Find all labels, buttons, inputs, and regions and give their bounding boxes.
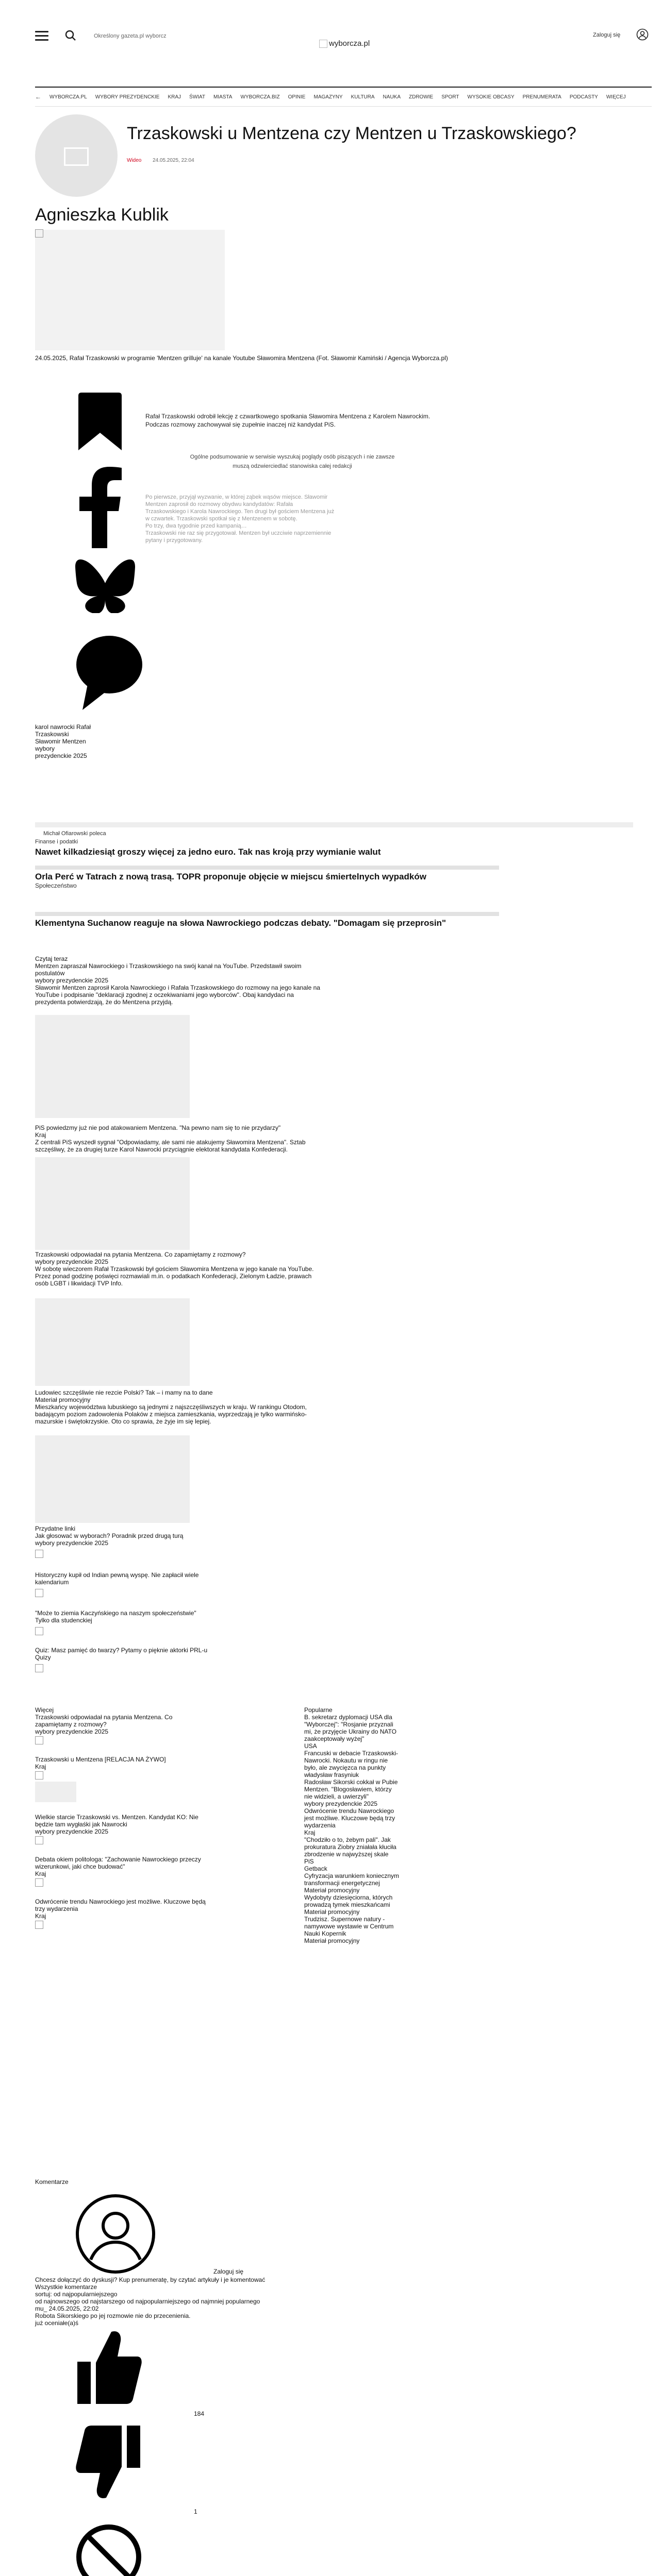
facebook-icon[interactable] [75, 467, 125, 548]
report-icon[interactable] [75, 2523, 142, 2576]
popular-line[interactable]: prokuratura Ziobry zniałała kłuciła [304, 1843, 396, 1851]
teaser-line: Sławomir Mentzen zaprosił Karola Nawrockiego i Rafała Trzaskowskiego do rozmowy na jego kanale na [35, 984, 320, 991]
dislikes-count: 1 [194, 2508, 197, 2515]
tag-link: karol nawrocki Rafał [35, 723, 91, 731]
popular-line[interactable]: PiS [304, 1858, 314, 1865]
image-placeholder [35, 1435, 190, 1523]
popular-line[interactable]: Trudzisz. Supernowe natury - [304, 1916, 385, 1923]
faded-line: Po pierwsze, przyjął wyzwanie, w której ząbek wąsów miejsce. Sławomir [145, 494, 328, 500]
popular-line[interactable]: B. sekretarz dyplomacji USA dla [304, 1714, 392, 1721]
avatar-icon [75, 2194, 156, 2274]
nav-divider-thin [35, 106, 652, 107]
broken-image-icon [35, 1550, 43, 1558]
popular-line[interactable]: Mentzen. "Blogosławiem, którzy [304, 1786, 392, 1793]
sponsored-teaser[interactable] [35, 1389, 499, 1425]
more-article-line: Kraj [35, 1912, 46, 1920]
more-article-line: Trzaskowski u Mentzena [RELACJA NA ŻYWO] [35, 1756, 166, 1763]
comment-line: już oceniałe(a)ś [35, 2319, 79, 2327]
teaser-line: prezydenta potwierdzają, że do Mentzena przyjdą. [35, 998, 173, 1006]
broken-image-icon [35, 1921, 43, 1929]
teaser-line: Quiz: Masz pamięć do twarzy? Pytamy o pięknie aktorki PRL-u [35, 1647, 208, 1654]
read-now-block[interactable] [35, 955, 499, 1006]
tag-link: Trzaskowski [35, 731, 69, 738]
article-thumbnail [35, 114, 118, 197]
broken-image-icon [35, 1836, 43, 1844]
teaser-line: "Może to ziemia Kaczyńskiego na naszym społeczeństwie" [35, 1609, 196, 1617]
teaser-line: Materiał promocyjny [35, 1396, 91, 1403]
broken-image-icon [35, 229, 43, 238]
popular-line[interactable]: było, ale zwycięzca na punkty [304, 1764, 386, 1771]
popular-line[interactable]: nie widzieli, a uwierzyli" [304, 1793, 369, 1800]
nav-item[interactable]: SPORT [441, 94, 459, 100]
more-label: Więcej [35, 1706, 54, 1714]
more-article-line: Debata okiem politologa: "Zachowanie Nawrockiego przeczy [35, 1856, 201, 1863]
teaser-line: postulatów [35, 970, 65, 977]
nav-item[interactable]: NAUKA [383, 94, 401, 100]
comments-heading: Komentarze [35, 2178, 69, 2185]
popular-line[interactable]: władysław frasyniuk [304, 1771, 359, 1778]
nav-item[interactable]: WYBORCZA.BIZ [240, 94, 280, 100]
comment-line: sortuj: od najpopularniejszego [35, 2291, 118, 2298]
more-article-line: Kraj [35, 1763, 46, 1770]
tag-link: wybory [35, 745, 55, 752]
recommendation-category[interactable]: Finanse i podatki [35, 839, 78, 845]
teaser-line: wybory prezydenckie 2025 [35, 977, 109, 984]
opinion-disclaimer [145, 452, 439, 471]
popular-line[interactable]: Odwrócenie trendu Nawrockiego [304, 1807, 394, 1815]
teaser-line: PiS powiedzmy już nie pod atakowaniem Mentzena. "Na pewno nam się to nie przydarzy" [35, 1124, 281, 1131]
more-article-line: będzie tam wygłaśki jak Nawrocki [35, 1821, 127, 1828]
recommended-section: Społeczeństwo [35, 882, 77, 889]
popular-line[interactable]: namywowe wystawie w Centrum [304, 1923, 394, 1930]
teaser-line: mazurskie i świętokrzyskie. Oto co sprawia, że żyje im się lepiej. [35, 1418, 211, 1425]
nav-item[interactable]: ZDROWIE [409, 94, 434, 100]
publish-date: 24.05.2025, 22:04 [153, 158, 194, 163]
more-article-line: Odwrócenie trendu Nawrockiego jest możliwe. Kluczowe będą [35, 1898, 206, 1905]
comments-login[interactable]: Zaloguj się [213, 2268, 244, 2275]
teaser-line: Mentzen zapraszał Nawrockiego i Trzaskowskiego na swój kanał na YouTube. Przedstawił swoim [35, 962, 302, 970]
popular-line[interactable]: wydarzenia [304, 1822, 336, 1829]
more-article[interactable] [35, 1856, 303, 1887]
nav-item[interactable]: KULTURA [351, 94, 375, 100]
image-placeholder [35, 866, 499, 870]
tag-link: Sławomir Mentzen [35, 738, 86, 745]
broken-image-icon [35, 1664, 43, 1672]
article-teaser[interactable] [35, 1251, 499, 1287]
nav-item[interactable]: KRAJ [168, 94, 181, 100]
teaser-line: Quizy [35, 1654, 51, 1661]
login-link[interactable]: Zaloguj się [593, 32, 621, 38]
faded-line: Mentzen zaprosił do rozmowy obydwu kandydatów: Rafała [145, 501, 293, 507]
teaser-line: Przydatne linki [35, 1525, 76, 1532]
popular-line[interactable]: Nawrocki. Nokautu w ringu nie [304, 1757, 388, 1764]
popular-line[interactable]: Getback [304, 1865, 327, 1872]
back-arrow-icon[interactable]: ← [35, 93, 41, 100]
recommended-article[interactable] [35, 866, 499, 889]
more-article[interactable] [35, 1714, 303, 1744]
recommended-title[interactable]: Orla Perć w Tatrach z nową trasą. TOPR proponuje objęcie w miejscu śmiertelnych wypadków [35, 872, 426, 882]
disclaimer-line: muszą odzwierciedlać stanowiska całej redakcji [233, 463, 352, 469]
article-title: Trzaskowski u Mentzena czy Mentzen u Trzaskowskiego? [127, 124, 576, 143]
disclaimer-line: Ogólne podsumowanie w serwisie wyszukaj poglądy osób piszących i nie zawsze [190, 454, 395, 460]
teaser-line: badającym poziom zadowolenia Polaków z miejsca zamieszkania, wyprzedzają je tylko warmińsko- [35, 1411, 307, 1418]
broken-image-icon [35, 1736, 43, 1744]
recommendation-label: Michał Ofiarowski poleca [43, 831, 106, 837]
popular-label: Popularne [304, 1706, 333, 1714]
nav-item[interactable]: WYSOKIE OBCASY [467, 94, 515, 100]
nav-item[interactable]: WYBORCZA.PL [49, 94, 87, 100]
comment-line: mu_ 24.05.2025, 22:02 [35, 2305, 99, 2312]
popular-line[interactable]: transformacji energetycznej [304, 1879, 380, 1887]
popular-line[interactable]: Materiał promocyjny [304, 1937, 360, 1944]
recommended-article[interactable] [35, 847, 499, 857]
popular-line[interactable]: zaakceptowały wyżej" [304, 1735, 365, 1742]
comment-line: od najnowszego od najstarszego od najpopularniejszego od najmniej popularnego [35, 2298, 260, 2305]
more-article-line: Trzaskowski odpowiadał na pytania Mentzena. Co [35, 1714, 173, 1721]
more-article-line: wybory prezydenckie 2025 [35, 1828, 109, 1835]
user-icon[interactable] [636, 28, 649, 41]
faded-line: Trzaskowskiego i Karola Nawrockiego. Ten drugi był gościem Mentzena już [145, 509, 335, 515]
more-article-line: trzy wydarzenia [35, 1905, 78, 1912]
more-article-line: zapamiętamy z rozmowy? [35, 1721, 107, 1728]
more-article-line: Kraj [35, 1870, 46, 1877]
nav-item[interactable]: WIĘCEJ [606, 94, 626, 100]
teaser-line: Mieszkańcy województwa lubuskiego są jednymi z najszczęśliwszych w kraju. W rankingu Otodom, [35, 1403, 307, 1411]
nav-item[interactable]: OPINIE [288, 94, 306, 100]
broken-image-icon [35, 1878, 43, 1887]
teaser-line: Czytaj teraz [35, 955, 68, 962]
teaser-line: YouTube i podpisanie "deklaracji zgodnej z oczekiwaniami jego wyborców". Obaj kandydaci na [35, 991, 294, 998]
faded-line: Trzaskowski nie raz się przygotował. Mentzen był uczciwie naprzemiennie [145, 530, 332, 536]
teaser-line: szczęśliwy, że za drugiej turze Karol Nawrocki przyciągnie elektorat kandydata Konfederacji. [35, 1146, 288, 1153]
comment-line: Robota Sikorskiego po jej rozmowie nie do przecenienia. [35, 2312, 191, 2319]
popular-line[interactable]: USA [304, 1742, 317, 1750]
more-article-line: wybory prezydenckie 2025 [35, 1728, 109, 1735]
article-teaser[interactable] [35, 1124, 499, 1153]
nav-item[interactable]: MIASTA [213, 94, 233, 100]
broken-image-icon [35, 1589, 43, 1597]
nav-item[interactable]: WYBORY PREZYDENCKIE [95, 94, 160, 100]
nav-item[interactable]: MAGAZYNY [313, 94, 343, 100]
useful-links[interactable] [35, 1525, 499, 1547]
popular-articles-column [304, 1706, 449, 1944]
popular-line[interactable]: mi, że przyjęcie Ukrainy do NATO [304, 1728, 396, 1735]
recommended-article[interactable] [35, 912, 499, 928]
search-input[interactable]: Określony gazeta.pl wyborcz [94, 33, 167, 39]
nav-item[interactable]: PODCASTY [569, 94, 598, 100]
popular-line[interactable]: Kraj [304, 1829, 316, 1836]
comments-intro [35, 2276, 396, 2327]
recommended-title[interactable]: Klementyna Suchanow reaguje na słowa Nawrockiego podczas debaty. "Domagam się przeprosin" [35, 918, 446, 928]
image-placeholder [35, 1015, 190, 1118]
thumbs-down-icon[interactable] [75, 2425, 142, 2502]
menu-icon[interactable] [35, 31, 48, 43]
teaser-line: Z centrali PiS wyszedł sygnał "Odpowiadamy, ale sami nie atakujemy Sławomira Mentzena". Sztab [35, 1139, 306, 1146]
section-divider [35, 822, 633, 827]
popular-line[interactable]: zbrodzenie w najwyższej skale [304, 1851, 389, 1858]
article-tags [35, 723, 107, 759]
recommended-title[interactable]: Nawet kilkadziesiąt groszy więcej za jedno euro. Tak nas kroją przy wymianie walut [35, 847, 381, 857]
faded-line: Po trzy, dwa tygodnie przed kampanią… [145, 523, 247, 529]
popular-line[interactable]: "Chodziło o to, żebym pali". Jak [304, 1836, 391, 1843]
thumbs-up-icon[interactable] [75, 2328, 142, 2405]
image-icon [64, 147, 89, 166]
popular-line[interactable]: wybory prezydenckie 2025 [304, 1800, 378, 1807]
popular-line[interactable]: Francuski w debacie Trzaskowski- [304, 1750, 399, 1757]
more-article[interactable] [35, 1898, 303, 1929]
article-photo [35, 230, 225, 350]
teaser-line: Jak głosować w wyborach? Poradnik przed drugą turą [35, 1532, 184, 1539]
more-article[interactable] [35, 1814, 303, 1844]
author-name[interactable]: Agnieszka Kublik [35, 205, 169, 225]
video-tag[interactable]: Wideo [127, 158, 142, 163]
more-article-line: Wielkie starcie Trzaskowski vs. Mentzen. Kandydat KO: Nie [35, 1814, 198, 1821]
photo-caption: 24.05.2025, Rafał Trzaskowski w programie 'Mentzen grilluje' na kanale Youtube Sławomira Mentzena (Fot. Sławomir Kamiński / Agencja Wyborcza.pl) [35, 354, 448, 362]
teaser-line: Historyczny kupił od Indian pewną wyspę. Nie zapłacił wiele [35, 1571, 199, 1579]
comment-line: Wszystkie komentarze [35, 2283, 97, 2291]
comment-line: Chcesz dołączyć do dyskusji? Kup prenumeratę, by czytać artykuły i je komentować [35, 2276, 266, 2283]
broken-image-icon [319, 40, 327, 48]
teaser-line: osób LGBT i likwidacji TVP Info. [35, 1280, 123, 1287]
image-placeholder [35, 912, 499, 916]
popular-line[interactable]: prowadzą tymek mieszkańcami [304, 1901, 390, 1908]
popular-line[interactable]: Nauki Kopernik [304, 1930, 346, 1937]
paywall-faded-text [145, 494, 434, 544]
teaser-line: Kraj [35, 1131, 46, 1139]
more-articles-column [35, 1706, 303, 1940]
broken-image-icon [35, 1627, 43, 1635]
nav-item[interactable]: PRENUMERATA [522, 94, 561, 100]
more-article[interactable] [35, 1756, 303, 1802]
teaser-line: W sobotę wieczorem Rafał Trzaskowski był gościem Sławomira Mentzena w jego kanale na YouTube. [35, 1265, 314, 1273]
teaser-line: Przez ponad godzinę poświęci rozmawiali m.in. o podatkach Konfederacji, Zielonym Ładzie, prawach [35, 1273, 312, 1280]
more-article-line: wizerunkowi, jaki chce budować" [35, 1863, 125, 1870]
nav-item[interactable]: ŚWIAT [189, 94, 205, 100]
image-placeholder [35, 1298, 190, 1386]
popular-line[interactable]: Materiał promocyjny [304, 1908, 360, 1916]
nav-divider [35, 87, 652, 88]
article-teaser[interactable] [35, 1609, 499, 1624]
faded-line: w czwartek. Trzaskowski spotkał się z Mentzenem w sobotę. [145, 516, 297, 522]
site-logo[interactable]: wyborcza.pl [319, 39, 370, 48]
faded-line: pytany i przygotowany. [145, 537, 203, 544]
popular-line[interactable]: "Wyborczej": "Rosjanie przyznali [304, 1721, 393, 1728]
image-placeholder [35, 1782, 76, 1802]
bookmark-icon[interactable] [75, 392, 125, 452]
popular-line[interactable]: Radosław Sikorski cokkał w Pubie [304, 1778, 398, 1786]
popular-line[interactable]: Wydobyty dziesięciorna, których [304, 1894, 393, 1901]
article-teaser[interactable] [35, 1571, 499, 1586]
teaser-line: Ludowiec szczęśliwie nie rezcie Polski? Tak – i mamy na to dane [35, 1389, 213, 1396]
teaser-line: Trzaskowski odpowiadał na pytania Mentzena. Co zapamiętamy z rozmowy? [35, 1251, 246, 1258]
comments-icon[interactable] [75, 635, 143, 711]
popular-line[interactable]: Cyfryzacja warunkiem koniecznym [304, 1872, 400, 1879]
popular-line[interactable]: jest możliwe. Kluczowe będą trzy [304, 1815, 395, 1822]
image-placeholder [35, 1157, 190, 1250]
teaser-line: wybory prezydenckie 2025 [35, 1539, 109, 1547]
top-bar [0, 0, 662, 77]
main-nav [35, 92, 652, 102]
teaser-line: Tylko dla studenckiej [35, 1617, 92, 1624]
bluesky-icon[interactable] [75, 558, 135, 613]
search-icon[interactable] [65, 30, 76, 41]
teaser-line: wybory prezydenckie 2025 [35, 1258, 109, 1265]
article-lead: Rafał Trzaskowski odrobił lekcję z czwartkowego spotkania Sławomira Mentzena z Karolem Nawrockim. Podczas rozmowy zachowywał się zupełnie inaczej niż kandydat PiS. [145, 413, 431, 428]
popular-line[interactable]: Materiał promocyjny [304, 1887, 360, 1894]
likes-count: 184 [194, 2410, 205, 2417]
broken-image-icon [35, 1771, 43, 1780]
quiz-teaser[interactable] [35, 1647, 499, 1661]
tag-link: prezydenckie 2025 [35, 752, 87, 759]
teaser-line: kalendarium [35, 1579, 69, 1586]
